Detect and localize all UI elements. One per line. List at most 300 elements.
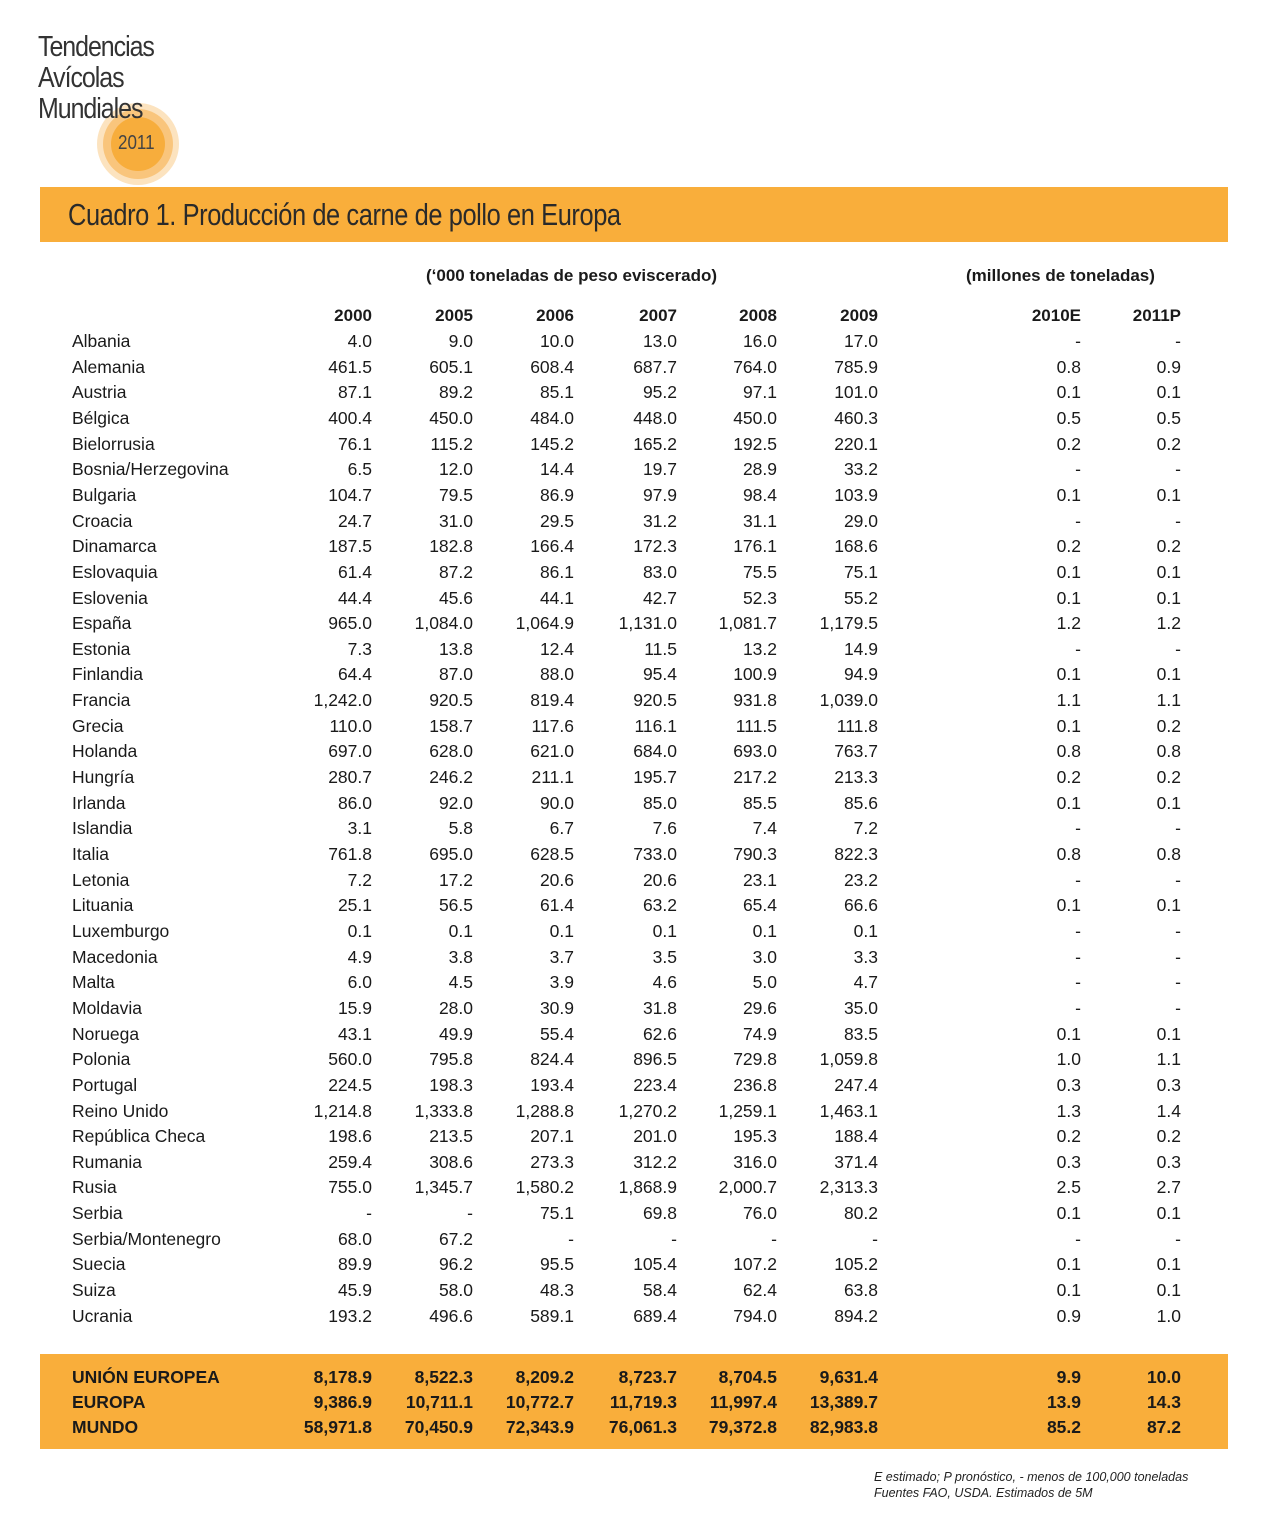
cell-value: 58.4 [642,1280,677,1301]
column-header: 2009 [840,306,878,325]
logo-line-3: Mundiales [38,93,143,125]
cell-value: 16.0 [742,331,777,351]
total-name: MUNDO [72,1417,139,1437]
cell-value: 920.5 [633,690,677,711]
cell-value: 45.9 [337,1280,372,1301]
cell-value: 9.0 [448,331,473,351]
country-name: Rumania [72,1151,143,1172]
cell-value: 689.4 [633,1305,677,1326]
cell-value: 195.3 [733,1126,777,1147]
cell-value: 56.5 [438,895,473,916]
cell-value: 94.9 [843,664,878,685]
table-row [0,562,1273,588]
cell-value: 3.1 [347,818,372,839]
cell-value: 13.2 [742,638,777,659]
column-header: 2006 [536,306,574,325]
logo [38,32,258,182]
cell-value: 15.9 [337,997,372,1018]
footnotes [874,1469,1188,1501]
cell-value: 920.5 [429,690,473,711]
cell-value: 0.1 [1156,587,1181,608]
cell-value: 28.9 [742,459,777,480]
cell-value: 733.0 [633,844,677,864]
cell-value: 1,081.7 [718,613,777,634]
cell-value: 213.3 [834,767,878,788]
cell-value: 0.2 [1056,767,1081,788]
table-row [0,793,1273,819]
total-value: 10,772.7 [505,1392,574,1412]
total-row [0,1417,1273,1442]
cell-value: 0.1 [1056,715,1081,736]
cell-value: 965.0 [328,613,372,634]
cell-value: - [1075,920,1081,941]
footnote-sources: Fuentes FAO, USDA. Estimados de 5M [874,1486,1093,1500]
unit-label-thousand-tonnes: (‘000 toneladas de peso eviscerado) [426,266,718,285]
table-row [0,664,1273,690]
country-name: Macedonia [72,946,158,967]
cell-value: 85.1 [539,382,574,403]
cell-value: 0.2 [1056,1126,1081,1147]
cell-value: 1.1 [1156,690,1181,711]
cell-value: 5.8 [448,818,473,839]
cell-value: 87.2 [438,561,473,582]
cell-value: 0.3 [1056,1074,1081,1095]
cell-value: 42.7 [642,587,677,608]
cell-value: 608.4 [530,356,574,377]
cell-value: 65.4 [742,895,777,916]
cell-value: 2,000.7 [718,1177,777,1198]
cell-value: 450.0 [429,407,473,428]
table-row [0,357,1273,383]
country-name: Alemania [72,356,145,377]
cell-value: 684.0 [633,741,677,762]
country-name: Bélgica [72,407,130,428]
cell-value: 89.2 [438,382,473,403]
cell-value: 198.6 [328,1126,372,1147]
total-value: 9,386.9 [313,1392,372,1412]
cell-value: 0.3 [1156,1151,1181,1172]
cell-value: - [1175,818,1181,839]
cell-value: 0.1 [1156,484,1181,505]
cell-value: 1,131.0 [618,613,677,634]
cell-value: 213.5 [429,1126,473,1147]
table-row [0,690,1273,716]
cell-value: 193.4 [530,1074,574,1095]
cell-value: 0.8 [1156,741,1181,762]
total-row [0,1367,1273,1392]
cell-value: 182.8 [429,536,473,557]
cell-value: 729.8 [733,1049,777,1070]
cell-value: - [771,1228,777,1249]
country-name: Bulgaria [72,484,137,505]
cell-value: 6.5 [347,459,372,480]
cell-value: 0.2 [1156,1126,1181,1147]
cell-value: 484.0 [530,407,574,428]
logo-line-2: Avícolas [38,62,124,94]
cell-value: 695.0 [429,844,473,864]
table-row [0,1306,1273,1332]
cell-value: 3.8 [448,946,473,967]
cell-value: 0.1 [1056,664,1081,685]
total-value: 87.2 [1146,1417,1181,1437]
cell-value: 1,064.9 [515,613,574,634]
cell-value: 308.6 [429,1151,473,1172]
total-value: 9.9 [1056,1367,1081,1387]
country-name: Estonia [72,638,131,659]
cell-value: 0.5 [1056,407,1081,428]
cell-value: 0.1 [1056,792,1081,813]
cell-value: 83.0 [642,561,677,582]
cell-value: 75.1 [843,561,878,582]
cell-value: 44.4 [337,587,372,608]
cell-value: - [1175,869,1181,890]
cell-value: 110.0 [329,715,372,736]
title-bar [40,187,1228,242]
cell-value: 96.2 [438,1254,473,1275]
cell-value: 259.4 [328,1151,372,1172]
cell-value: 0.2 [1156,767,1181,788]
table-row [0,1126,1273,1152]
cell-value: 28.0 [438,997,473,1018]
cell-value: - [1075,331,1081,351]
cell-value: 0.1 [1056,1280,1081,1301]
cell-value: 101.0 [834,382,878,403]
cell-value: 693.0 [733,741,777,762]
table-row [0,1152,1273,1178]
cell-value: 1.2 [1056,613,1081,634]
cell-value: 5.0 [752,972,777,993]
cell-value: - [872,1228,878,1249]
cell-value: 4.5 [448,972,473,993]
cell-value: - [1075,997,1081,1018]
table-row [0,844,1273,870]
cell-value: 95.4 [642,664,677,685]
cell-value: 7.4 [752,818,777,839]
total-value: 72,343.9 [505,1417,574,1437]
cell-value: 17.0 [843,331,878,351]
cell-value: 2.5 [1056,1177,1081,1198]
cell-value: 117.6 [531,715,574,736]
cell-value: - [1175,1228,1181,1249]
cell-value: 19.7 [642,459,677,480]
cell-value: 7.3 [347,638,372,659]
cell-value: - [1175,638,1181,659]
cell-value: - [467,1203,473,1224]
cell-value: - [1175,972,1181,993]
cell-value: 98.4 [742,484,777,505]
cell-value: 273.3 [530,1151,574,1172]
cell-value: 1.4 [1156,1100,1181,1121]
cell-value: 4.9 [347,946,372,967]
table-row [0,1177,1273,1203]
cell-value: 0.1 [1156,1280,1181,1301]
logo-line-1: Tendencias [38,31,154,63]
cell-value: 621.0 [530,741,574,762]
cell-value: 97.1 [742,382,777,403]
cell-value: - [1075,946,1081,967]
table-row [0,459,1273,485]
cell-value: 628.5 [530,844,574,864]
cell-value: 4.7 [853,972,878,993]
cell-value: 95.5 [539,1254,574,1275]
table-row [0,511,1273,537]
cell-value: 192.5 [733,433,777,454]
table-row [0,408,1273,434]
table-row [0,1024,1273,1050]
total-row [0,1392,1273,1417]
country-name: Holanda [72,741,138,762]
table-row [0,767,1273,793]
cell-value: 755.0 [328,1177,372,1198]
total-value: 58,971.8 [303,1417,372,1437]
cell-value: 0.2 [1156,536,1181,557]
cell-value: 75.1 [539,1203,574,1224]
cell-value: 0.8 [1056,356,1081,377]
country-name: República Checa [72,1126,206,1147]
table-row [0,1101,1273,1127]
cell-value: 0.1 [652,920,677,941]
cell-value: 0.1 [1156,895,1181,916]
table-row [0,434,1273,460]
cell-value: 589.1 [530,1305,574,1326]
cell-value: 764.0 [733,356,777,377]
cell-value: 4.0 [347,331,372,351]
cell-value: 1,059.8 [819,1049,878,1070]
cell-value: 193.2 [328,1305,372,1326]
cell-value: 1,242.0 [313,690,372,711]
country-name: Islandia [72,818,133,839]
cell-value: 0.1 [1056,1254,1081,1275]
cell-value: - [1075,869,1081,890]
table-row [0,998,1273,1024]
cell-value: 97.9 [642,484,677,505]
cell-value: - [1175,459,1181,480]
cell-value: 0.5 [1156,407,1181,428]
cell-value: 86.0 [337,792,372,813]
country-name: Eslovaquia [72,561,158,582]
cell-value: 7.6 [652,818,677,839]
cell-value: 63.8 [843,1280,878,1301]
cell-value: 13.8 [438,638,473,659]
cell-value: - [1075,459,1081,480]
cell-value: 31.8 [642,997,677,1018]
cell-value: 14.4 [539,459,574,480]
total-value: 85.2 [1046,1417,1081,1437]
cell-value: 1.0 [1056,1049,1081,1070]
cell-value: 605.1 [429,356,473,377]
cell-value: 195.7 [633,767,677,788]
cell-value: 67.2 [438,1228,473,1249]
cell-value: 48.3 [539,1280,574,1301]
cell-value: 794.0 [733,1305,777,1326]
country-name: Serbia/Montenegro [72,1228,221,1249]
cell-value: 0.1 [1156,1254,1181,1275]
cell-value: 44.1 [539,587,574,608]
cell-value: 223.4 [633,1074,677,1095]
cell-value: 1,333.8 [414,1100,473,1121]
column-header: 2010E [1031,306,1081,325]
cell-value: 316.0 [733,1151,777,1172]
total-name: UNIÓN EUROPEA [72,1367,220,1387]
cell-value: - [1175,331,1181,351]
cell-value: 95.2 [642,382,677,403]
cell-value: - [1075,1228,1081,1249]
cell-value: 188.4 [834,1126,878,1147]
cell-value: 224.5 [328,1074,372,1095]
country-name: Dinamarca [72,536,157,557]
cell-value: 896.5 [633,1049,677,1070]
cell-value: 0.8 [1056,844,1081,864]
cell-value: 0.1 [1056,561,1081,582]
country-name: Irlanda [72,792,126,813]
cell-value: 4.6 [652,972,677,993]
cell-value: 2.7 [1156,1177,1181,1198]
country-name: Suecia [72,1254,126,1275]
country-name: Lituania [72,895,134,916]
cell-value: - [1075,638,1081,659]
country-name: Italia [72,844,109,864]
cell-value: 790.3 [733,844,777,864]
cell-value: 0.2 [1156,433,1181,454]
cell-value: 87.0 [438,664,473,685]
cell-value: 496.6 [429,1305,473,1326]
cell-value: 0.1 [1156,561,1181,582]
total-value: 10.0 [1146,1367,1181,1387]
country-name: Malta [72,972,115,993]
cell-value: 697.0 [328,741,372,762]
table-row [0,331,1273,357]
table-row [0,1254,1273,1280]
total-name: EUROPA [72,1392,146,1412]
cell-value: - [671,1228,677,1249]
cell-value: 460.3 [834,407,878,428]
cell-value: 931.8 [733,690,777,711]
cell-value: - [1175,997,1181,1018]
cell-value: 187.5 [328,536,372,557]
cell-value: 0.1 [1056,895,1081,916]
country-name: Grecia [72,715,124,736]
cell-value: 0.2 [1156,715,1181,736]
cell-value: 0.1 [1056,484,1081,505]
country-name: Francia [72,690,131,711]
table-row [0,895,1273,921]
total-value: 8,209.2 [515,1367,574,1387]
cell-value: 400.4 [328,407,372,428]
cell-value: 1.2 [1156,613,1181,634]
cell-value: 312.2 [633,1151,677,1172]
cell-value: 69.8 [642,1203,677,1224]
cell-value: 7.2 [347,869,372,890]
cell-value: 1,270.2 [618,1100,677,1121]
cell-value: 17.2 [438,869,473,890]
cell-value: - [1175,920,1181,941]
cell-value: 3.7 [549,946,574,967]
cell-value: 58.0 [438,1280,473,1301]
cell-value: 63.2 [642,895,677,916]
cell-value: - [1075,972,1081,993]
table-row [0,1049,1273,1075]
table-row [0,947,1273,973]
cell-value: 0.1 [853,920,878,941]
cell-value: 3.3 [853,946,878,967]
cell-value: 0.1 [1056,1023,1081,1044]
cell-value: 31.1 [742,510,777,531]
cell-value: 68.0 [337,1228,372,1249]
cell-value: 75.5 [742,561,777,582]
cell-value: 86.1 [539,561,574,582]
cell-value: 61.4 [337,561,372,582]
cell-value: 1,288.8 [515,1100,574,1121]
country-name: Ucrania [72,1305,133,1326]
cell-value: 6.0 [347,972,372,993]
country-name: España [72,613,132,634]
cell-value: 450.0 [733,407,777,428]
cell-value: 105.4 [633,1254,677,1275]
cell-value: 25.1 [337,895,372,916]
cell-value: 1,214.8 [313,1100,372,1121]
cell-value: 13.0 [642,331,677,351]
cell-value: 371.4 [834,1151,878,1172]
cell-value: 29.5 [539,510,574,531]
cell-value: 24.7 [337,510,372,531]
cell-value: 1.1 [1056,690,1081,711]
cell-value: - [1075,510,1081,531]
cell-value: 30.9 [539,997,574,1018]
cell-value: 172.3 [633,536,677,557]
cell-value: 62.4 [742,1280,777,1301]
country-name: Noruega [72,1023,140,1044]
cell-value: 33.2 [843,459,878,480]
cell-value: 246.2 [429,767,473,788]
unit-label-million-tonnes: (millones de toneladas) [966,266,1155,285]
cell-value: 795.8 [429,1049,473,1070]
cell-value: 3.9 [549,972,574,993]
cell-value: 76.1 [337,433,372,454]
cell-value: - [1175,946,1181,967]
column-header: 2007 [639,306,677,325]
cell-value: 85.6 [843,792,878,813]
cell-value: 1,345.7 [414,1177,473,1198]
table-row [0,588,1273,614]
cell-value: 1,179.5 [819,613,878,634]
cell-value: 0.1 [1156,792,1181,813]
cell-value: 687.7 [633,356,677,377]
cell-value: 55.4 [539,1023,574,1044]
column-header: 2005 [435,306,473,325]
cell-value: 6.7 [549,818,574,839]
country-name: Bosnia/Herzegovina [72,459,229,480]
cell-value: 23.2 [843,869,878,890]
column-header: 2000 [334,306,372,325]
cell-value: 220.1 [834,433,878,454]
total-value: 79,372.8 [708,1417,777,1437]
total-value: 8,178.9 [313,1367,372,1387]
column-header: 2008 [739,306,777,325]
cell-value: 0.1 [752,920,777,941]
page-title: Cuadro 1. Producción de carne de pollo en Europa [68,197,621,232]
cell-value: 819.4 [530,690,574,711]
cell-value: 100.9 [733,664,777,685]
cell-value: 115.2 [430,433,473,454]
cell-value: 92.0 [438,792,473,813]
cell-value: 158.7 [429,715,473,736]
total-value: 11,997.4 [709,1392,777,1412]
cell-value: 62.6 [642,1023,677,1044]
table-row [0,818,1273,844]
cell-value: 86.9 [539,484,574,505]
country-name: Austria [72,382,127,403]
cell-value: 83.5 [843,1023,878,1044]
